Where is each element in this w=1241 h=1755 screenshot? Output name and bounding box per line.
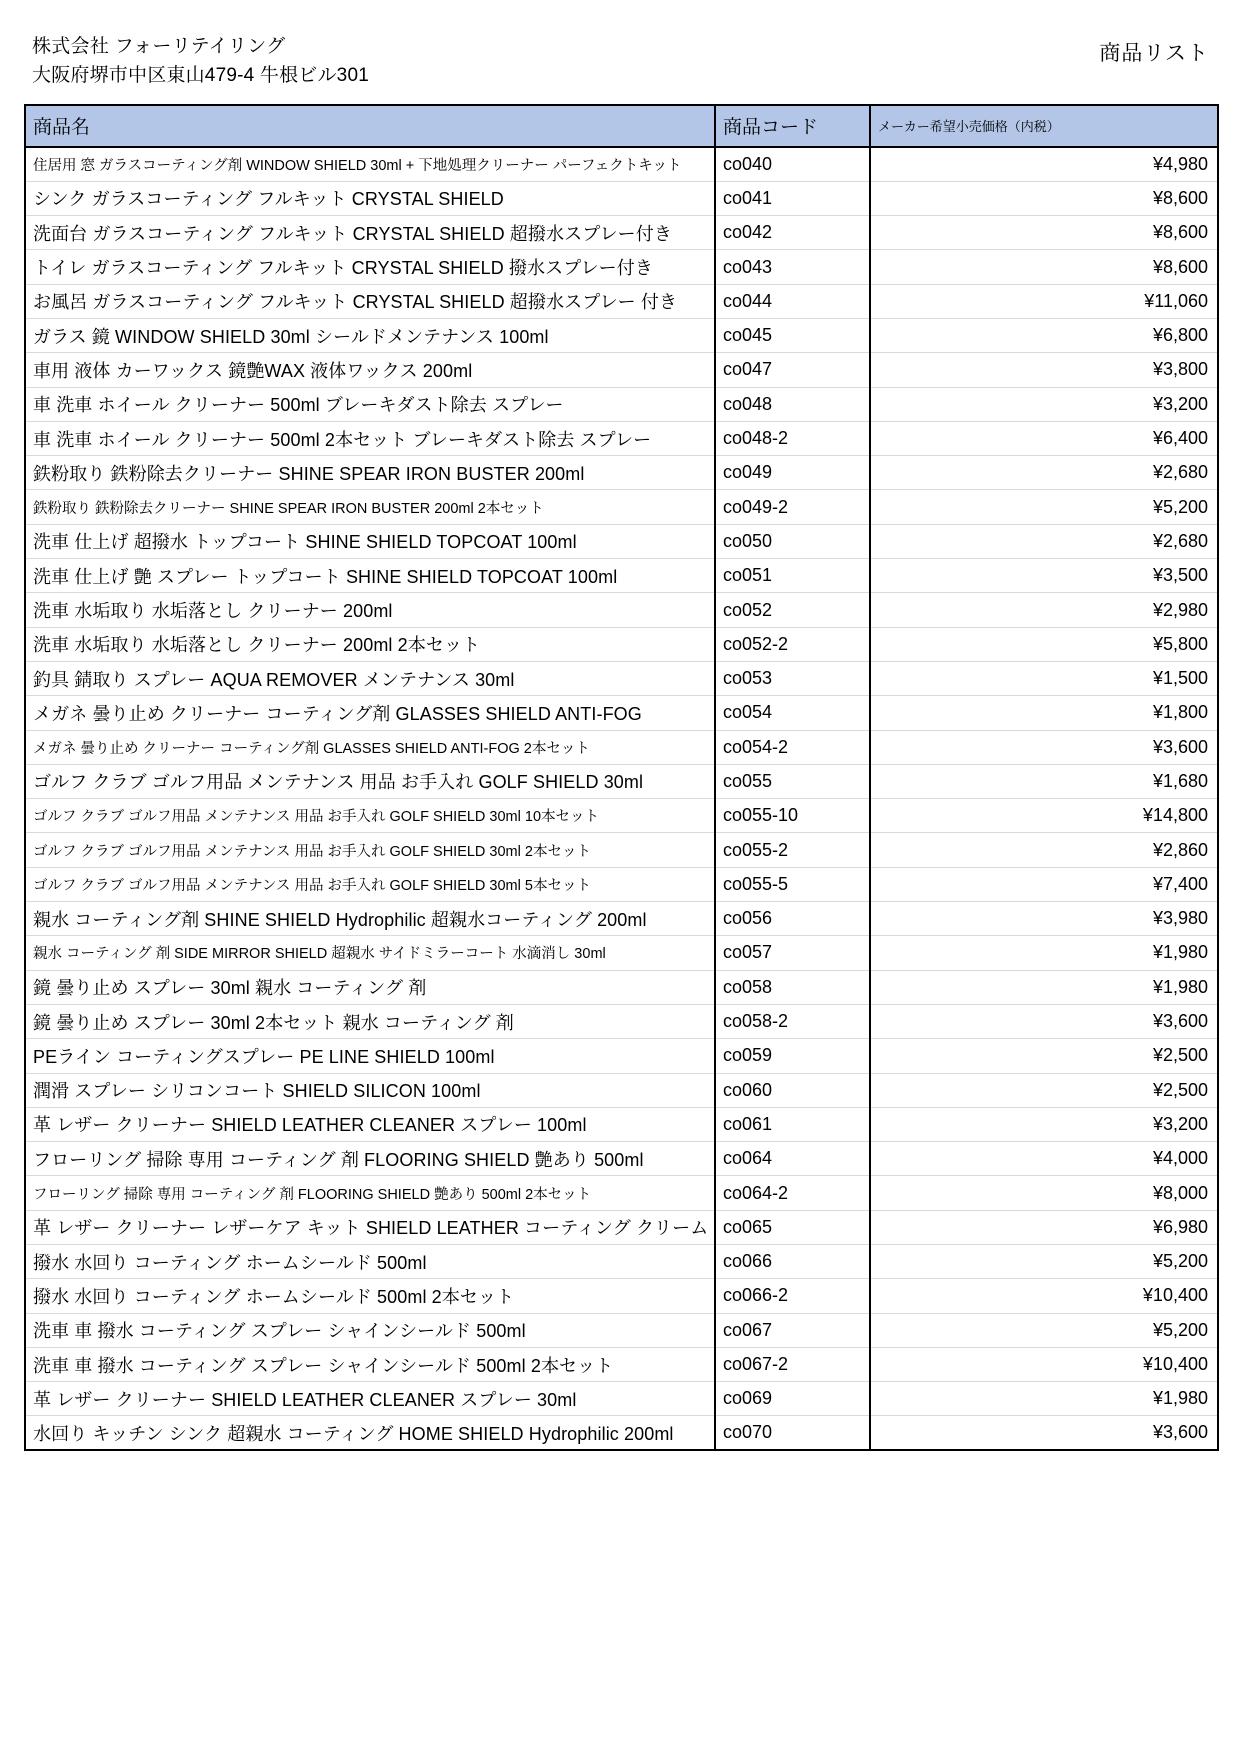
cell-retail-price: ¥1,500 xyxy=(870,661,1218,695)
cell-product-code: co055-5 xyxy=(715,867,870,901)
cell-product-name: 親水 コーティング 剤 SIDE MIRROR SHIELD 超親水 サイドミラーコート 水滴消し 30ml xyxy=(25,936,715,970)
cell-product-name: 住居用 窓 ガラスコーティング剤 WINDOW SHIELD 30ml + 下地処理クリーナー パーフェクトキット xyxy=(25,147,715,181)
table-row xyxy=(25,764,1218,798)
cell-product-code: co054-2 xyxy=(715,730,870,764)
cell-product-name: シンク ガラスコーティング フルキット CRYSTAL SHIELD xyxy=(25,181,715,215)
cell-retail-price: ¥5,200 xyxy=(870,1313,1218,1347)
table-row xyxy=(25,1039,1218,1073)
cell-product-name: 潤滑 スプレー シリコンコート SHIELD SILICON 100ml xyxy=(25,1073,715,1107)
table-row xyxy=(25,1073,1218,1107)
cell-retail-price: ¥2,680 xyxy=(870,456,1218,490)
cell-product-name: PEライン コーティングスプレー PE LINE SHIELD 100ml xyxy=(25,1039,715,1073)
cell-product-code: co041 xyxy=(715,181,870,215)
cell-product-code: co055-2 xyxy=(715,833,870,867)
cell-retail-price: ¥3,980 xyxy=(870,902,1218,936)
cell-product-name: 車 洗車 ホイール クリーナー 500ml 2本セット ブレーキダスト除去 スプレー xyxy=(25,421,715,455)
table-row xyxy=(25,1347,1218,1381)
cell-product-code: co040 xyxy=(715,147,870,181)
cell-product-code: co067 xyxy=(715,1313,870,1347)
cell-retail-price: ¥2,980 xyxy=(870,593,1218,627)
table-row xyxy=(25,730,1218,764)
cell-product-code: co066-2 xyxy=(715,1279,870,1313)
cell-retail-price: ¥14,800 xyxy=(870,799,1218,833)
cell-product-code: co051 xyxy=(715,559,870,593)
cell-retail-price: ¥3,600 xyxy=(1152,1422,1208,1443)
table-row xyxy=(25,1176,1218,1210)
table-header-row xyxy=(25,105,1218,147)
table-row xyxy=(25,1245,1218,1279)
cell-product-code: co044 xyxy=(715,284,870,318)
cell-retail-price: ¥1,680 xyxy=(870,764,1218,798)
cell-product-code: co069 xyxy=(715,1382,870,1416)
cell-retail-price: ¥3,800 xyxy=(870,353,1218,387)
cell-product-name: 洗車 水垢取り 水垢落とし クリーナー 200ml 2本セット xyxy=(25,627,715,661)
table-row xyxy=(25,1279,1218,1313)
cell-product-name: 水回り キッチン シンク 超親水 コーティング HOME SHIELD Hydrophilic 200ml xyxy=(25,1416,715,1450)
table-row xyxy=(25,421,1218,455)
cell-product-name: ゴルフ クラブ ゴルフ用品 メンテナンス 用品 お手入れ GOLF SHIELD 30ml xyxy=(25,764,715,798)
cell-product-code: co052-2 xyxy=(715,627,870,661)
cell-product-name: 洗車 水垢取り 水垢落とし クリーナー 200ml xyxy=(25,593,715,627)
cell-product-code: co060 xyxy=(715,1073,870,1107)
cell-product-name: 革 レザー クリーナー SHIELD LEATHER CLEANER スプレー 100ml xyxy=(25,1107,715,1141)
document-header xyxy=(0,0,1241,100)
cell-product-name: メガネ 曇り止め クリーナー コーティング剤 GLASSES SHIELD ANTI-FOG 2本セット xyxy=(25,730,715,764)
cell-product-name: 鏡 曇り止め スプレー 30ml 親水 コーティング 剤 xyxy=(25,970,715,1004)
table-row xyxy=(25,1313,1218,1347)
cell-product-code: co061 xyxy=(715,1107,870,1141)
cell-product-code: co067-2 xyxy=(715,1347,870,1381)
table-row xyxy=(25,627,1218,661)
column-header-product-code: 商品コード xyxy=(715,105,870,147)
table-row xyxy=(25,456,1218,490)
cell-retail-price: ¥10,400 xyxy=(870,1347,1218,1381)
cell-product-code: co047 xyxy=(715,353,870,387)
company-info xyxy=(32,32,369,91)
cell-product-name: 洗車 車 撥水 コーティング スプレー シャインシールド 500ml 2本セット xyxy=(25,1347,715,1381)
cell-retail-price: ¥8,600 xyxy=(870,216,1218,250)
table-row xyxy=(25,216,1218,250)
table-row xyxy=(25,1382,1218,1416)
cell-product-name: ゴルフ クラブ ゴルフ用品 メンテナンス 用品 お手入れ GOLF SHIELD 30ml 2本セット xyxy=(25,833,715,867)
cell-retail-price: ¥2,500 xyxy=(870,1039,1218,1073)
product-table-container xyxy=(24,104,1217,1451)
cell-retail-price: ¥3,200 xyxy=(870,387,1218,421)
cell-product-name: 洗車 仕上げ 超撥水 トップコート SHINE SHIELD TOPCOAT 100ml xyxy=(25,524,715,558)
table-row xyxy=(25,936,1218,970)
page-title: 商品リスト xyxy=(1099,42,1209,65)
cell-product-code: co048 xyxy=(715,387,870,421)
table-row xyxy=(25,1210,1218,1244)
cell-product-code: co057 xyxy=(715,936,870,970)
cell-product-name: フローリング 掃除 専用 コーティング 剤 FLOORING SHIELD 艶あり 500ml xyxy=(25,1142,715,1176)
cell-product-code: co050 xyxy=(715,524,870,558)
cell-retail-price: ¥3,200 xyxy=(870,1107,1218,1141)
cell-product-name: ゴルフ クラブ ゴルフ用品 メンテナンス 用品 お手入れ GOLF SHIELD 30ml 5本セット xyxy=(25,867,715,901)
cell-retail-price: ¥1,800 xyxy=(870,696,1218,730)
table-row xyxy=(25,1107,1218,1141)
table-row xyxy=(25,593,1218,627)
cell-retail-price: ¥8,000 xyxy=(870,1176,1218,1210)
table-row xyxy=(25,147,1218,181)
cell-product-code: co059 xyxy=(715,1039,870,1073)
company-name: 株式会社 フォーリテイリング xyxy=(32,36,286,57)
company-address: 大阪府堺市中区東山479-4 牛根ビル301 xyxy=(32,65,369,87)
cell-product-code: co052 xyxy=(715,593,870,627)
cell-retail-price: ¥6,980 xyxy=(870,1210,1218,1244)
cell-product-code: co070 xyxy=(715,1416,870,1450)
cell-product-name: 親水 コーティング剤 SHINE SHIELD Hydrophilic 超親水コーティング 200ml xyxy=(25,902,715,936)
table-row xyxy=(25,559,1218,593)
table-row xyxy=(25,1004,1218,1038)
cell-retail-price: ¥3,500 xyxy=(870,559,1218,593)
cell-retail-price: ¥2,860 xyxy=(870,833,1218,867)
cell-retail-price: ¥4,980 xyxy=(870,147,1218,181)
cell-product-name: 革 レザー クリーナー レザーケア キット SHIELD LEATHER コーティング クリーム xyxy=(25,1210,715,1244)
cell-product-code: co054 xyxy=(715,696,870,730)
cell-retail-price: ¥11,060 xyxy=(870,284,1218,318)
cell-product-code: co064 xyxy=(715,1142,870,1176)
table-row xyxy=(25,661,1218,695)
cell-retail-price: ¥7,400 xyxy=(870,867,1218,901)
table-row xyxy=(25,490,1218,524)
column-header-retail-price: メーカー希望小売価格（内税） xyxy=(870,105,1218,147)
cell-product-code: co065 xyxy=(715,1210,870,1244)
cell-product-code: co049-2 xyxy=(715,490,870,524)
cell-product-name: 鏡 曇り止め スプレー 30ml 2本セット 親水 コーティング 剤 xyxy=(25,1004,715,1038)
cell-product-name: メガネ 曇り止め クリーナー コーティング剤 GLASSES SHIELD ANTI-FOG xyxy=(25,696,715,730)
cell-retail-price: ¥1,980 xyxy=(870,1382,1218,1416)
cell-retail-price: ¥5,200 xyxy=(870,1245,1218,1279)
table-row xyxy=(25,833,1218,867)
cell-retail-price: ¥1,980 xyxy=(870,970,1218,1004)
cell-product-code: co053 xyxy=(715,661,870,695)
table-header xyxy=(25,105,1218,147)
cell-product-name: 撥水 水回り コーティング ホームシールド 500ml 2本セット xyxy=(25,1279,715,1313)
cell-retail-price: ¥4,000 xyxy=(870,1142,1218,1176)
cell-product-name: 車 洗車 ホイール クリーナー 500ml ブレーキダスト除去 スプレー xyxy=(25,387,715,421)
cell-retail-price: ¥2,500 xyxy=(870,1073,1218,1107)
table-row xyxy=(25,970,1218,1004)
table-row xyxy=(25,1142,1218,1176)
cell-product-name: 撥水 水回り コーティング ホームシールド 500ml xyxy=(25,1245,715,1279)
cell-product-name: フローリング 掃除 専用 コーティング 剤 FLOORING SHIELD 艶あり 500ml 2本セット xyxy=(25,1176,715,1210)
cell-retail-price: ¥5,800 xyxy=(870,627,1218,661)
cell-product-name: お風呂 ガラスコーティング フルキット CRYSTAL SHIELD 超撥水スプレー 付き xyxy=(25,284,715,318)
table-row xyxy=(25,696,1218,730)
cell-product-name: ゴルフ クラブ ゴルフ用品 メンテナンス 用品 お手入れ GOLF SHIELD 30ml 10本セット xyxy=(25,799,715,833)
cell-product-code: co066 xyxy=(715,1245,870,1279)
cell-retail-price: ¥6,400 xyxy=(870,421,1218,455)
table-row xyxy=(25,284,1218,318)
cell-product-code: co043 xyxy=(715,250,870,284)
cell-retail-price: ¥3,600 xyxy=(870,730,1218,764)
cell-product-name: 洗車 車 撥水 コーティング スプレー シャインシールド 500ml xyxy=(25,1313,715,1347)
cell-retail-price: ¥1,980 xyxy=(870,936,1218,970)
cell-product-code: co055-10 xyxy=(715,799,870,833)
cell-product-name: ガラス 鏡 WINDOW SHIELD 30ml シールドメンテナンス 100ml xyxy=(25,318,715,352)
cell-retail-price: ¥6,800 xyxy=(870,318,1218,352)
product-table xyxy=(24,104,1219,1451)
cell-product-name: 洗面台 ガラスコーティング フルキット CRYSTAL SHIELD 超撥水スプレー付き xyxy=(25,216,715,250)
cell-product-name: 釣具 錆取り スプレー AQUA REMOVER メンテナンス 30ml xyxy=(25,661,715,695)
cell-retail-price: ¥3,600 xyxy=(870,1004,1218,1038)
table-row xyxy=(25,181,1218,215)
cell-product-name: 革 レザー クリーナー SHIELD LEATHER CLEANER スプレー 30ml xyxy=(25,1382,715,1416)
table-row xyxy=(25,387,1218,421)
cell-product-code: co045 xyxy=(715,318,870,352)
cell-product-name: 鉄粉取り 鉄粉除去クリーナー SHINE SPEAR IRON BUSTER 200ml 2本セット xyxy=(25,490,715,524)
table-row xyxy=(25,353,1218,387)
cell-product-code: co048-2 xyxy=(715,421,870,455)
cell-product-name: トイレ ガラスコーティング フルキット CRYSTAL SHIELD 撥水スプレー付き xyxy=(25,250,715,284)
cell-retail-price: ¥10,400 xyxy=(870,1279,1218,1313)
cell-product-code: co049 xyxy=(715,456,870,490)
table-row xyxy=(25,250,1218,284)
cell-retail-price: ¥5,200 xyxy=(870,490,1218,524)
cell-product-code: co064-2 xyxy=(715,1176,870,1210)
table-row xyxy=(25,799,1218,833)
table-row xyxy=(25,318,1218,352)
table-row xyxy=(25,524,1218,558)
cell-product-code: co055 xyxy=(715,764,870,798)
table-body xyxy=(25,147,1218,1450)
table-row xyxy=(25,902,1218,936)
cell-product-code: co058 xyxy=(715,970,870,1004)
cell-product-code: co042 xyxy=(715,216,870,250)
cell-product-code: co058-2 xyxy=(715,1004,870,1038)
column-header-product-name: 商品名 xyxy=(25,105,715,147)
table-row xyxy=(25,867,1218,901)
cell-product-code: co056 xyxy=(715,902,870,936)
cell-retail-price: ¥8,600 xyxy=(870,181,1218,215)
cell-retail-price: ¥2,680 xyxy=(870,524,1218,558)
cell-retail-price: ¥8,600 xyxy=(870,250,1218,284)
cell-product-name: 洗車 仕上げ 艶 スプレー トップコート SHINE SHIELD TOPCOAT 100ml xyxy=(25,559,715,593)
cell-product-name: 車用 液体 カーワックス 鏡艶WAX 液体ワックス 200ml xyxy=(25,353,715,387)
cell-product-name: 鉄粉取り 鉄粉除去クリーナー SHINE SPEAR IRON BUSTER 200ml xyxy=(25,456,715,490)
table-row xyxy=(25,1416,1218,1450)
